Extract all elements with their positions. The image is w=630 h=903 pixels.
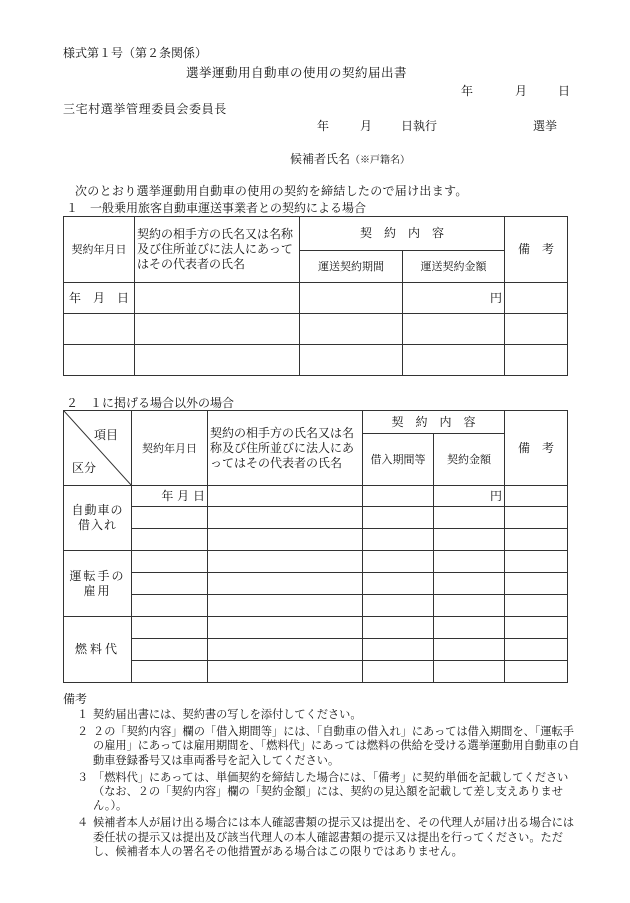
s2-car-row2-period[interactable] [363,507,434,529]
s1-row1-remarks[interactable] [505,283,568,314]
s2-cat-driver: 運転手の雇用 [64,551,132,617]
s2-car-row2-party[interactable] [208,507,363,529]
section1-heading: １ 一般乗用旅客自動車運送事業者との契約による場合 [66,201,367,215]
s2-fuel-row1-remarks[interactable] [505,617,568,639]
s2-fuel-row3-party[interactable] [208,661,363,683]
s1-row3-amount[interactable] [403,345,505,376]
s2-drv-row2-date[interactable] [132,573,208,595]
s2-drv-row3-date[interactable] [132,595,208,617]
date-day: 日 [558,84,571,98]
candidate-note: （※戸籍名） [350,155,411,166]
s2-car-row3-amount[interactable] [434,529,505,551]
s2-fuel-row2-date[interactable] [132,639,208,661]
s2-fuel-row1-date[interactable] [132,617,208,639]
s2-fuel-row3-period[interactable] [363,661,434,683]
s2-drv-row1-amount[interactable] [434,551,505,573]
s1-row1-amount[interactable]: 円 [403,283,505,314]
section2-table [63,410,568,683]
note-item [63,816,583,859]
s2-drv-row1-remarks[interactable] [505,551,568,573]
note-item [63,771,583,814]
exec-day: 日執行 [401,119,438,133]
s2-drv-row1-date[interactable] [132,551,208,573]
s2-car-row3-date[interactable] [132,529,208,551]
s1-row2-party[interactable] [135,314,300,345]
form-number: 様式第１号（第２条関係） [63,46,208,60]
s2-col-contract: 契 約 内 容 [363,411,505,434]
s1-row1-period[interactable] [300,283,403,314]
s2-car-row3-remarks[interactable] [505,529,568,551]
s2-drv-row1-party[interactable] [208,551,363,573]
notes-list [63,708,583,862]
note-number: １ [77,708,89,721]
note-number: ２ [77,725,89,739]
s1-col-contract: 契 約 内 容 [300,217,505,251]
s2-drv-row3-amount[interactable] [434,595,505,617]
s2-cat-fuel: 燃料代 [64,617,132,683]
s2-drv-row2-remarks[interactable] [505,573,568,595]
s2-car-row3-party[interactable] [208,529,363,551]
s2-corner-item: 項目 [94,428,119,442]
addressee: 三宅村選挙管理委員会委員長 [63,102,227,116]
s2-col-amount: 契約金額 [434,434,505,486]
s1-col-amount: 運送契約金額 [403,251,505,283]
s1-row3-date[interactable] [64,345,135,376]
s2-fuel-row3-amount[interactable] [434,661,505,683]
intro-text: 次のとおり選挙運動用自動車の使用の契約を締結したので届け出ます。 [75,184,468,198]
s2-fuel-row2-period[interactable] [363,639,434,661]
s2-drv-row1-period[interactable] [363,551,434,573]
date-month: 月 [515,84,528,98]
s2-drv-row3-period[interactable] [363,595,434,617]
s2-car-row1-remarks[interactable] [505,486,568,507]
s1-row2-period[interactable] [300,314,403,345]
s2-fuel-row1-period[interactable] [363,617,434,639]
note-text: 「燃料代」にあっては、単価契約を締結した場合には、「備考」に契約単価を記載してください（なお、２の「契約内容」欄の「契約金額」には、契約の見込額を記載して差し支えありません。）。 [93,770,569,813]
s2-col-date: 契約年月日 [132,411,208,486]
s2-car-row2-amount[interactable] [434,507,505,529]
s2-car-row1-date[interactable]: 年 月 日 [132,486,208,507]
section1-table [63,216,568,376]
s2-drv-row2-period[interactable] [363,573,434,595]
s2-fuel-row1-amount[interactable] [434,617,505,639]
s2-car-row1-amount[interactable]: 円 [434,486,505,507]
note-number: ４ [77,816,89,830]
s2-fuel-row2-remarks[interactable] [505,639,568,661]
note-text: 候補者本人が届け出る場合には本人確認書類の提示又は提出を、その代理人が届け出る場合には委任状の提示又は提出及び該当代理人の本人確認書類の提示又は提出を行ってください。ただし、候補者本人の署名その他措置がある場合はこの限りではありません。 [93,816,575,858]
note-item [63,708,583,722]
s2-fuel-row2-amount[interactable] [434,639,505,661]
s1-row3-remarks[interactable] [505,345,568,376]
exec-month: 月 [360,119,373,133]
s1-col-party: 契約の相手方の氏名又は名称及び住所並びに法人にあってはその代表者の氏名 [135,217,300,283]
s1-row3-party[interactable] [135,345,300,376]
s1-row3-period[interactable] [300,345,403,376]
s1-col-remarks: 備 考 [505,217,568,283]
note-number: ３ [77,770,89,784]
s1-row1-party[interactable] [135,283,300,314]
note-text: ２の「契約内容」欄の「借入期間等」には、「自動車の借入れ」にあっては借入期間を、「運転手の雇用」にあっては雇用期間を、「燃料代」にあっては燃料の供給を受ける選挙運動用自動車の自動車登録番号又は車両番号を記入してください。 [93,725,580,767]
s2-car-row1-party[interactable] [208,486,363,507]
notes-heading: 備考 [63,692,88,706]
s2-car-row2-date[interactable] [132,507,208,529]
s2-drv-row3-remarks[interactable] [505,595,568,617]
candidate-name-row [290,152,410,168]
s2-col-remarks: 備 考 [505,411,568,486]
s1-col-period: 運送契約期間 [300,251,403,283]
election-label: 選挙 [533,119,558,133]
s2-fuel-row2-party[interactable] [208,639,363,661]
note-text: 契約届出書には、契約書の写しを添付してください。 [93,708,362,721]
s2-fuel-row3-date[interactable] [132,661,208,683]
s2-col-period: 借入期間等 [363,434,434,486]
s2-corner-category: 区分 [72,461,97,475]
s1-row2-amount[interactable] [403,314,505,345]
s2-cat-car: 自動車の借入れ [64,486,132,551]
s1-row2-date[interactable] [64,314,135,345]
s1-col-date: 契約年月日 [64,217,135,283]
note-item [63,725,583,768]
date-year: 年 [461,84,474,98]
s2-car-row1-period[interactable] [363,486,434,507]
s2-fuel-row1-party[interactable] [208,617,363,639]
form-title: 選挙運動用自動車の使用の契約届出書 [186,65,408,80]
candidate-label: 候補者氏名 [290,152,351,166]
exec-year: 年 [317,119,330,133]
s1-row2-remarks[interactable] [505,314,568,345]
section2-heading: ２ １に掲げる場合以外の場合 [66,396,235,410]
s1-row1-date[interactable]: 年 月 日 [64,283,135,314]
s2-corner-cell [64,411,132,486]
s2-drv-row3-party[interactable] [208,595,363,617]
s2-drv-row2-amount[interactable] [434,573,505,595]
s2-car-row2-remarks[interactable] [505,507,568,529]
s2-fuel-row3-remarks[interactable] [505,661,568,683]
s2-col-party: 契約の相手方の氏名又は名称及び住所並びに法人にあってはその代表者の氏名 [208,411,363,486]
s2-drv-row2-party[interactable] [208,573,363,595]
s2-car-row3-period[interactable] [363,529,434,551]
